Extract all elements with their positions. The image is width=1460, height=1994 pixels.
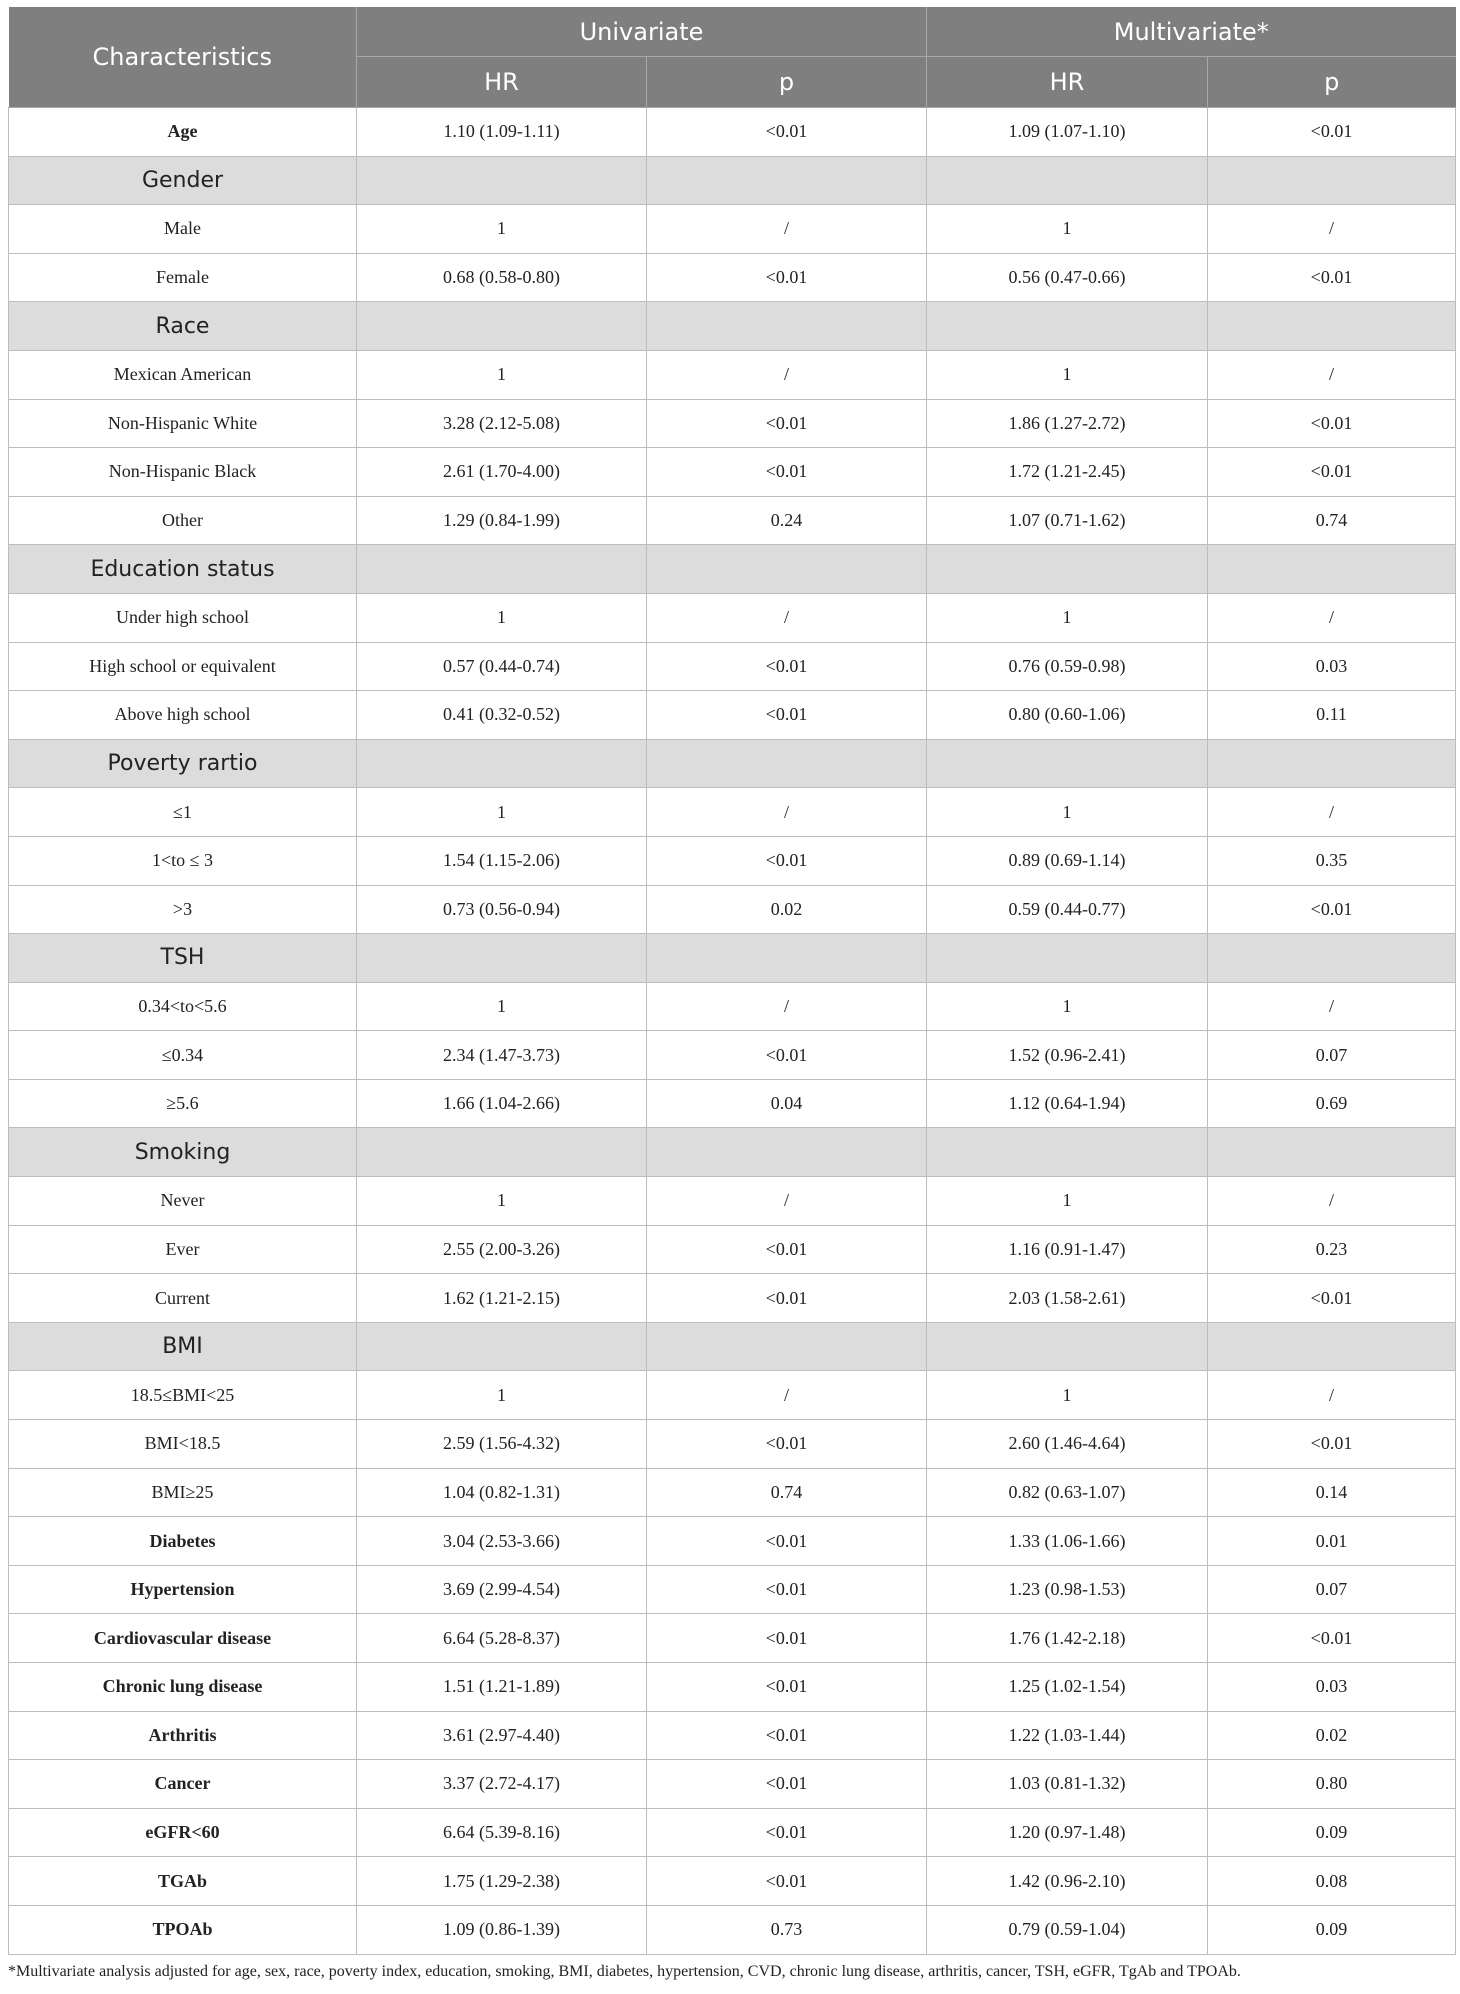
univariate-hr-cell: 3.61 (2.97-4.40)	[357, 1711, 647, 1760]
univariate-hr-cell: 1.66 (1.04-2.66)	[357, 1079, 647, 1128]
univariate-p-cell: <0.01	[647, 1711, 927, 1760]
empty-cell	[927, 934, 1208, 983]
multivariate-hr-header: HR	[927, 57, 1208, 108]
row-label: ≥5.6	[9, 1079, 357, 1128]
univariate-hr-cell: 2.59 (1.56-4.32)	[357, 1420, 647, 1469]
univariate-p-cell: 0.24	[647, 496, 927, 545]
group-header-row	[9, 302, 1456, 351]
table-row	[9, 788, 1456, 837]
empty-cell	[927, 156, 1208, 205]
table-row	[9, 399, 1456, 448]
row-label: >3	[9, 885, 357, 934]
empty-cell	[927, 302, 1208, 351]
multivariate-hr-cell: 1	[927, 1177, 1208, 1226]
multivariate-hr-cell: 1.86 (1.27-2.72)	[927, 399, 1208, 448]
univariate-p-cell: <0.01	[647, 1274, 927, 1323]
table-row	[9, 1760, 1456, 1809]
univariate-p-cell: <0.01	[647, 399, 927, 448]
univariate-hr-cell: 3.28 (2.12-5.08)	[357, 399, 647, 448]
table-row	[9, 448, 1456, 497]
group-header-row	[9, 934, 1456, 983]
table-row	[9, 1905, 1456, 1954]
table-row	[9, 691, 1456, 740]
univariate-hr-cell: 3.04 (2.53-3.66)	[357, 1517, 647, 1566]
univariate-hr-cell: 1	[357, 205, 647, 254]
univariate-p-cell: <0.01	[647, 1031, 927, 1080]
characteristics-header: Characteristics	[9, 7, 357, 108]
group-header-row	[9, 739, 1456, 788]
empty-cell	[927, 739, 1208, 788]
row-label: eGFR<60	[9, 1808, 357, 1857]
multivariate-p-header: p	[1208, 57, 1456, 108]
multivariate-hr-cell: 1.52 (0.96-2.41)	[927, 1031, 1208, 1080]
univariate-hr-cell: 6.64 (5.39-8.16)	[357, 1808, 647, 1857]
empty-cell	[927, 1128, 1208, 1177]
table-row	[9, 642, 1456, 691]
univariate-p-cell: <0.01	[647, 836, 927, 885]
empty-cell	[1208, 934, 1456, 983]
univariate-hr-cell: 1.04 (0.82-1.31)	[357, 1468, 647, 1517]
univariate-hr-cell: 3.69 (2.99-4.54)	[357, 1565, 647, 1614]
empty-cell	[357, 545, 647, 594]
group-label: TSH	[9, 934, 357, 983]
univariate-hr-cell: 2.34 (1.47-3.73)	[357, 1031, 647, 1080]
multivariate-p-cell: <0.01	[1208, 448, 1456, 497]
multivariate-p-cell: 0.69	[1208, 1079, 1456, 1128]
group-label: Education status	[9, 545, 357, 594]
empty-cell	[647, 1128, 927, 1177]
univariate-p-cell: <0.01	[647, 1663, 927, 1712]
univariate-hr-cell: 1.75 (1.29-2.38)	[357, 1857, 647, 1906]
univariate-p-cell: 0.73	[647, 1905, 927, 1954]
multivariate-hr-cell: 1.20 (0.97-1.48)	[927, 1808, 1208, 1857]
empty-cell	[927, 1322, 1208, 1371]
univariate-p-cell: 0.02	[647, 885, 927, 934]
row-label: Above high school	[9, 691, 357, 740]
univariate-hr-cell: 1	[357, 788, 647, 837]
multivariate-header: Multivariate*	[927, 7, 1456, 57]
table-row	[9, 836, 1456, 885]
multivariate-hr-cell: 1	[927, 593, 1208, 642]
empty-cell	[357, 934, 647, 983]
row-label: BMI≥25	[9, 1468, 357, 1517]
univariate-hr-cell: 0.57 (0.44-0.74)	[357, 642, 647, 691]
univariate-hr-cell: 2.55 (2.00-3.26)	[357, 1225, 647, 1274]
univariate-p-cell: /	[647, 788, 927, 837]
table-row	[9, 350, 1456, 399]
multivariate-hr-cell: 1.07 (0.71-1.62)	[927, 496, 1208, 545]
multivariate-p-cell: <0.01	[1208, 1614, 1456, 1663]
multivariate-hr-cell: 1	[927, 350, 1208, 399]
multivariate-hr-cell: 1	[927, 982, 1208, 1031]
multivariate-p-cell: 0.02	[1208, 1711, 1456, 1760]
row-label: 18.5≤BMI<25	[9, 1371, 357, 1420]
table-row	[9, 1079, 1456, 1128]
row-label: Current	[9, 1274, 357, 1323]
multivariate-p-cell: 0.07	[1208, 1031, 1456, 1080]
multivariate-hr-cell: 1.12 (0.64-1.94)	[927, 1079, 1208, 1128]
univariate-hr-cell: 0.68 (0.58-0.80)	[357, 253, 647, 302]
multivariate-hr-cell: 0.59 (0.44-0.77)	[927, 885, 1208, 934]
univariate-hr-cell: 1.29 (0.84-1.99)	[357, 496, 647, 545]
empty-cell	[647, 545, 927, 594]
row-label: Mexican American	[9, 350, 357, 399]
univariate-header: Univariate	[357, 7, 927, 57]
table-row	[9, 1468, 1456, 1517]
multivariate-p-cell: 0.09	[1208, 1905, 1456, 1954]
multivariate-hr-cell: 1.76 (1.42-2.18)	[927, 1614, 1208, 1663]
empty-cell	[1208, 1128, 1456, 1177]
univariate-p-cell: <0.01	[647, 1420, 927, 1469]
multivariate-p-cell: 0.14	[1208, 1468, 1456, 1517]
row-label: Non-Hispanic White	[9, 399, 357, 448]
multivariate-p-cell: /	[1208, 205, 1456, 254]
univariate-p-cell: <0.01	[647, 642, 927, 691]
univariate-hr-cell: 1.54 (1.15-2.06)	[357, 836, 647, 885]
empty-cell	[357, 302, 647, 351]
row-label: Chronic lung disease	[9, 1663, 357, 1712]
empty-cell	[647, 302, 927, 351]
univariate-hr-header: HR	[357, 57, 647, 108]
row-label: Age	[9, 108, 357, 157]
multivariate-p-cell: /	[1208, 1371, 1456, 1420]
multivariate-hr-cell: 1	[927, 205, 1208, 254]
multivariate-hr-cell: 2.03 (1.58-2.61)	[927, 1274, 1208, 1323]
univariate-hr-cell: 1.10 (1.09-1.11)	[357, 108, 647, 157]
univariate-hr-cell: 1.09 (0.86-1.39)	[357, 1905, 647, 1954]
row-label: Cancer	[9, 1760, 357, 1809]
multivariate-p-cell: <0.01	[1208, 1420, 1456, 1469]
univariate-p-cell: /	[647, 1177, 927, 1226]
row-label: Under high school	[9, 593, 357, 642]
table-row	[9, 1371, 1456, 1420]
row-label: Cardiovascular disease	[9, 1614, 357, 1663]
multivariate-hr-cell: 1.23 (0.98-1.53)	[927, 1565, 1208, 1614]
multivariate-p-cell: /	[1208, 982, 1456, 1031]
table-row	[9, 1711, 1456, 1760]
univariate-hr-cell: 1	[357, 1177, 647, 1226]
row-label: Non-Hispanic Black	[9, 448, 357, 497]
univariate-p-cell: <0.01	[647, 691, 927, 740]
multivariate-p-cell: <0.01	[1208, 885, 1456, 934]
table-row	[9, 982, 1456, 1031]
univariate-hr-cell: 1.62 (1.21-2.15)	[357, 1274, 647, 1323]
table-header	[9, 7, 1456, 108]
multivariate-hr-cell: 0.82 (0.63-1.07)	[927, 1468, 1208, 1517]
univariate-p-header: p	[647, 57, 927, 108]
empty-cell	[647, 934, 927, 983]
multivariate-p-cell: 0.08	[1208, 1857, 1456, 1906]
empty-cell	[1208, 302, 1456, 351]
multivariate-hr-cell: 1.16 (0.91-1.47)	[927, 1225, 1208, 1274]
multivariate-hr-cell: 0.56 (0.47-0.66)	[927, 253, 1208, 302]
univariate-p-cell: <0.01	[647, 1517, 927, 1566]
multivariate-p-cell: /	[1208, 788, 1456, 837]
multivariate-p-cell: 0.23	[1208, 1225, 1456, 1274]
multivariate-hr-cell: 1.72 (1.21-2.45)	[927, 448, 1208, 497]
empty-cell	[357, 156, 647, 205]
row-label: Female	[9, 253, 357, 302]
multivariate-p-cell: 0.35	[1208, 836, 1456, 885]
table-row	[9, 1420, 1456, 1469]
multivariate-p-cell: <0.01	[1208, 399, 1456, 448]
empty-cell	[1208, 545, 1456, 594]
univariate-hr-cell: 1	[357, 982, 647, 1031]
table-row	[9, 205, 1456, 254]
empty-cell	[1208, 156, 1456, 205]
multivariate-hr-cell: 0.79 (0.59-1.04)	[927, 1905, 1208, 1954]
group-label: BMI	[9, 1322, 357, 1371]
multivariate-hr-cell: 1.22 (1.03-1.44)	[927, 1711, 1208, 1760]
multivariate-p-cell: /	[1208, 593, 1456, 642]
row-label: BMI<18.5	[9, 1420, 357, 1469]
univariate-p-cell: 0.04	[647, 1079, 927, 1128]
univariate-p-cell: <0.01	[647, 1565, 927, 1614]
empty-cell	[647, 739, 927, 788]
multivariate-p-cell: 0.09	[1208, 1808, 1456, 1857]
group-label: Gender	[9, 156, 357, 205]
table-row	[9, 1031, 1456, 1080]
multivariate-p-cell: 0.74	[1208, 496, 1456, 545]
multivariate-hr-cell: 1.09 (1.07-1.10)	[927, 108, 1208, 157]
multivariate-p-cell: /	[1208, 350, 1456, 399]
row-label: Hypertension	[9, 1565, 357, 1614]
row-label: TPOAb	[9, 1905, 357, 1954]
univariate-p-cell: /	[647, 982, 927, 1031]
group-label: Smoking	[9, 1128, 357, 1177]
table-row	[9, 496, 1456, 545]
multivariate-p-cell: 0.11	[1208, 691, 1456, 740]
group-label: Race	[9, 302, 357, 351]
empty-cell	[927, 545, 1208, 594]
multivariate-hr-cell: 0.80 (0.60-1.06)	[927, 691, 1208, 740]
empty-cell	[357, 1322, 647, 1371]
univariate-hr-cell: 6.64 (5.28-8.37)	[357, 1614, 647, 1663]
table-row	[9, 1857, 1456, 1906]
empty-cell	[1208, 739, 1456, 788]
univariate-p-cell: /	[647, 593, 927, 642]
row-label: ≤1	[9, 788, 357, 837]
table-row	[9, 1565, 1456, 1614]
multivariate-hr-cell: 1.42 (0.96-2.10)	[927, 1857, 1208, 1906]
row-label: Ever	[9, 1225, 357, 1274]
table-row	[9, 593, 1456, 642]
empty-cell	[357, 1128, 647, 1177]
multivariate-hr-cell: 0.89 (0.69-1.14)	[927, 836, 1208, 885]
multivariate-hr-cell: 1	[927, 788, 1208, 837]
multivariate-hr-cell: 1	[927, 1371, 1208, 1420]
multivariate-p-cell: 0.07	[1208, 1565, 1456, 1614]
multivariate-p-cell: 0.03	[1208, 642, 1456, 691]
table-row	[9, 1177, 1456, 1226]
table-footnote: *Multivariate analysis adjusted for age, sex, race, poverty index, education, smoking, BMI, diabetes, hypertension, CVD, chronic lung disease, arthritis, cancer, TSH, eGFR, TgAb and TPOAb.	[8, 1963, 1241, 1980]
empty-cell	[647, 156, 927, 205]
row-label: Male	[9, 205, 357, 254]
table-row	[9, 1614, 1456, 1663]
row-label: 1<to ≤ 3	[9, 836, 357, 885]
table-row	[9, 1663, 1456, 1712]
table-body	[9, 108, 1456, 1955]
univariate-hr-cell: 0.41 (0.32-0.52)	[357, 691, 647, 740]
univariate-p-cell: /	[647, 205, 927, 254]
group-header-row	[9, 1322, 1456, 1371]
univariate-hr-cell: 3.37 (2.72-4.17)	[357, 1760, 647, 1809]
multivariate-p-cell: /	[1208, 1177, 1456, 1226]
empty-cell	[357, 739, 647, 788]
univariate-hr-cell: 2.61 (1.70-4.00)	[357, 448, 647, 497]
univariate-p-cell: <0.01	[647, 1225, 927, 1274]
univariate-p-cell: <0.01	[647, 1857, 927, 1906]
row-label: Arthritis	[9, 1711, 357, 1760]
empty-cell	[1208, 1322, 1456, 1371]
multivariate-p-cell: 0.01	[1208, 1517, 1456, 1566]
univariate-p-cell: <0.01	[647, 448, 927, 497]
row-label: Never	[9, 1177, 357, 1226]
table-row	[9, 1808, 1456, 1857]
univariate-p-cell: <0.01	[647, 1614, 927, 1663]
univariate-hr-cell: 1	[357, 593, 647, 642]
group-header-row	[9, 1128, 1456, 1177]
group-header-row	[9, 156, 1456, 205]
multivariate-p-cell: 0.03	[1208, 1663, 1456, 1712]
univariate-p-cell: <0.01	[647, 1760, 927, 1809]
empty-cell	[647, 1322, 927, 1371]
univariate-p-cell: <0.01	[647, 1808, 927, 1857]
multivariate-hr-cell: 0.76 (0.59-0.98)	[927, 642, 1208, 691]
univariate-hr-cell: 1	[357, 350, 647, 399]
multivariate-p-cell: 0.80	[1208, 1760, 1456, 1809]
table-row	[9, 253, 1456, 302]
table-row	[9, 1225, 1456, 1274]
univariate-hr-cell: 1	[357, 1371, 647, 1420]
row-label: 0.34<to<5.6	[9, 982, 357, 1031]
univariate-p-cell: <0.01	[647, 108, 927, 157]
row-label: Other	[9, 496, 357, 545]
row-label: High school or equivalent	[9, 642, 357, 691]
hazard-ratio-table	[8, 7, 1456, 1955]
table-row	[9, 1274, 1456, 1323]
multivariate-p-cell: <0.01	[1208, 253, 1456, 302]
univariate-p-cell: <0.01	[647, 253, 927, 302]
multivariate-hr-cell: 1.25 (1.02-1.54)	[927, 1663, 1208, 1712]
group-label: Poverty rartio	[9, 739, 357, 788]
multivariate-hr-cell: 1.03 (0.81-1.32)	[927, 1760, 1208, 1809]
multivariate-p-cell: <0.01	[1208, 108, 1456, 157]
multivariate-hr-cell: 2.60 (1.46-4.64)	[927, 1420, 1208, 1469]
group-header-row	[9, 545, 1456, 594]
univariate-hr-cell: 1.51 (1.21-1.89)	[357, 1663, 647, 1712]
row-label: Diabetes	[9, 1517, 357, 1566]
row-label: TGAb	[9, 1857, 357, 1906]
table-row	[9, 108, 1456, 157]
univariate-p-cell: 0.74	[647, 1468, 927, 1517]
univariate-hr-cell: 0.73 (0.56-0.94)	[357, 885, 647, 934]
table-row	[9, 885, 1456, 934]
row-label: ≤0.34	[9, 1031, 357, 1080]
univariate-p-cell: /	[647, 1371, 927, 1420]
multivariate-p-cell: <0.01	[1208, 1274, 1456, 1323]
table-row	[9, 1517, 1456, 1566]
multivariate-hr-cell: 1.33 (1.06-1.66)	[927, 1517, 1208, 1566]
univariate-p-cell: /	[647, 350, 927, 399]
